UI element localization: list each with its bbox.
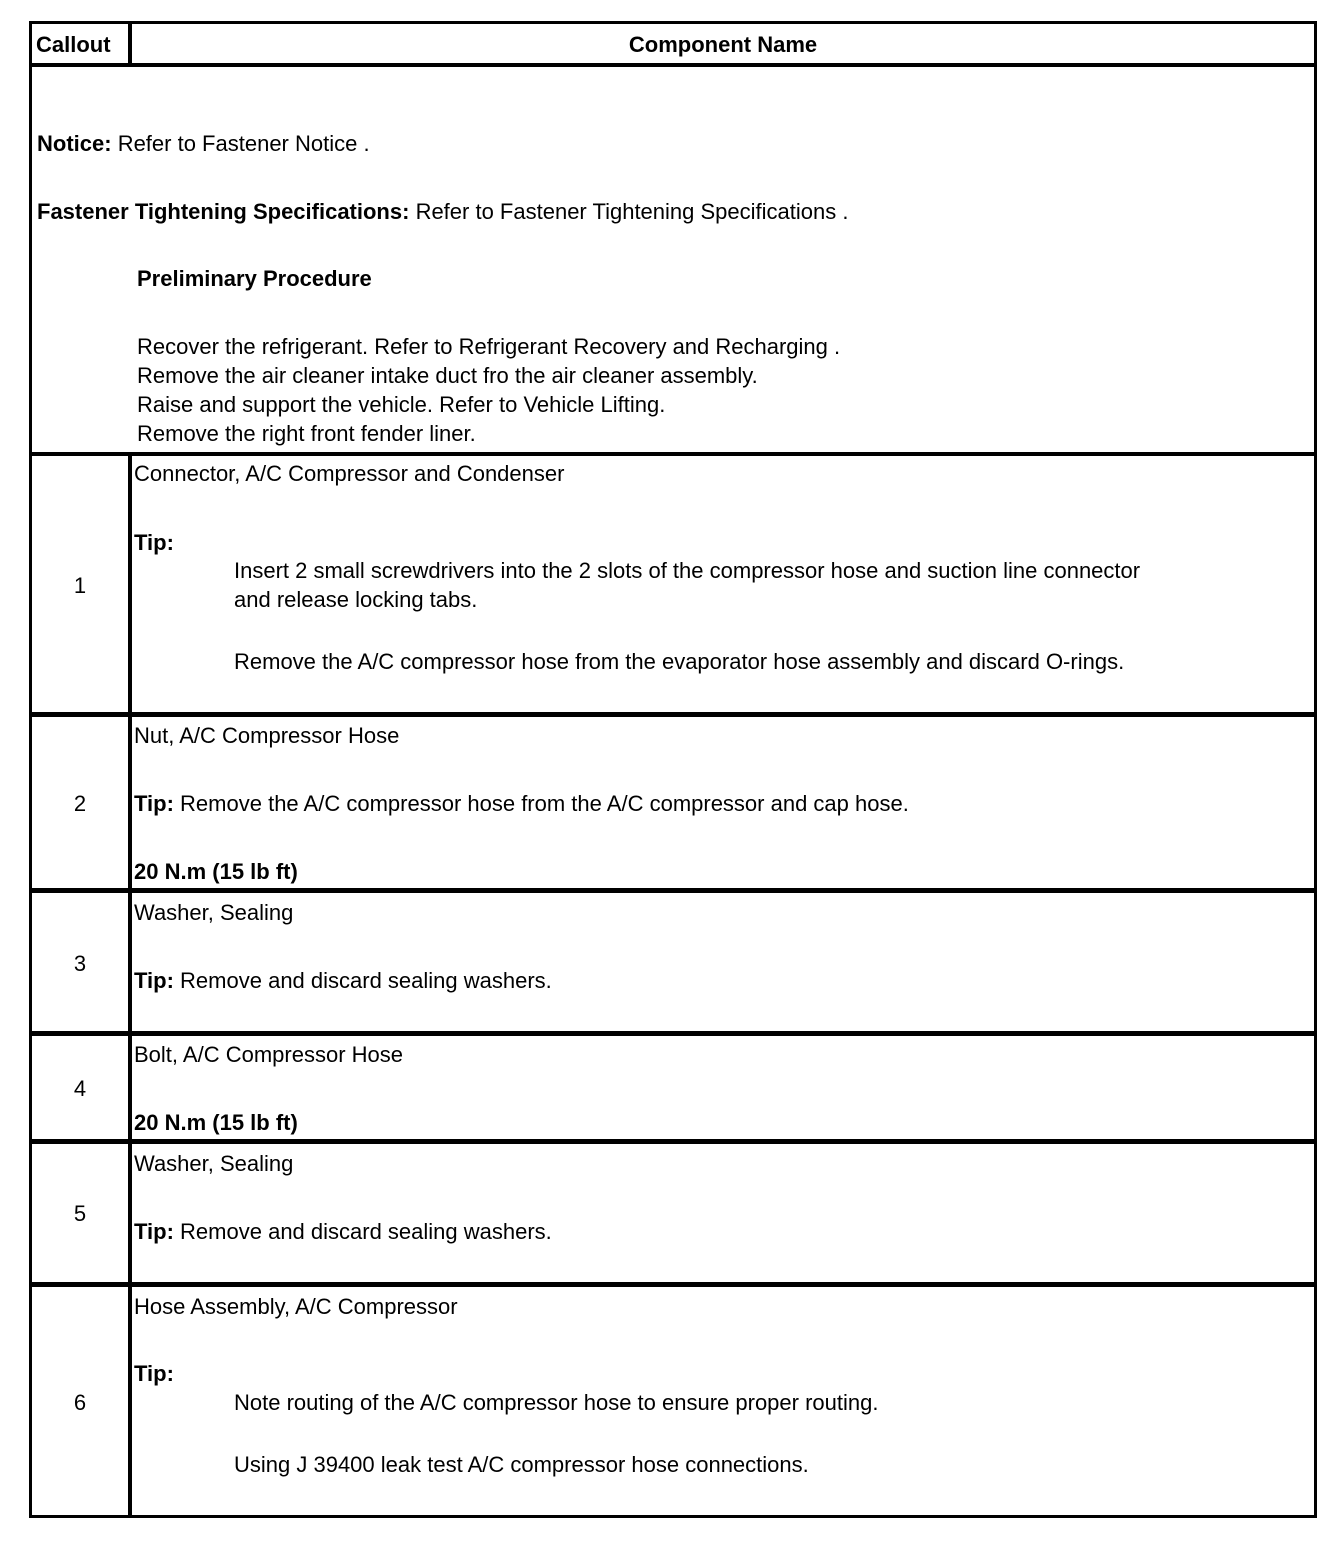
tip-label: Tip: — [134, 1361, 174, 1386]
tip-line — [134, 791, 909, 817]
column-divider — [128, 452, 132, 1518]
preliminary-step: Remove the air cleaner intake duct fro the air cleaner assembly. — [137, 363, 758, 388]
tip-text: Remove the A/C compressor hose from the evaporator hose assembly and discard O-rings. — [234, 649, 1125, 674]
callout-number: 1 — [73, 573, 87, 598]
tip-line — [134, 1219, 552, 1245]
row-divider — [32, 1282, 1314, 1287]
row-divider — [32, 1139, 1314, 1144]
tip-label: Tip: — [134, 791, 174, 816]
component-table — [29, 21, 1317, 1518]
header-component-name: Component Name — [628, 32, 818, 57]
header-callout: Callout — [36, 32, 111, 57]
tip-text: Using J 39400 leak test A/C compressor hose connections. — [234, 1452, 809, 1477]
tip-text: Remove the A/C compressor hose from the A/C compressor and cap hose. — [180, 791, 909, 816]
tip-label: Tip: — [134, 1219, 174, 1244]
tip-text: Remove and discard sealing washers. — [180, 1219, 552, 1244]
fastener-text: Refer to Fastener Tightening Specifications . — [415, 199, 849, 224]
tip-text: Note routing of the A/C compressor hose to ensure proper routing. — [234, 1390, 879, 1415]
torque-spec: 20 N.m (15 lb ft) — [134, 859, 298, 884]
row-divider — [32, 63, 1314, 67]
callout-number: 6 — [73, 1390, 87, 1415]
component-name: Connector, A/C Compressor and Condenser — [134, 461, 565, 486]
preliminary-step: Recover the refrigerant. Refer to Refrigerant Recovery and Recharging . — [137, 334, 841, 359]
notice-line — [37, 131, 370, 157]
fastener-line — [37, 199, 848, 225]
component-name: Bolt, A/C Compressor Hose — [134, 1042, 403, 1067]
component-name: Washer, Sealing — [134, 900, 294, 925]
callout-number: 4 — [73, 1076, 87, 1101]
component-name: Hose Assembly, A/C Compressor — [134, 1294, 458, 1319]
tip-text: and release locking tabs. — [234, 587, 478, 612]
callout-number: 5 — [73, 1201, 87, 1226]
notice-text: Refer to Fastener Notice . — [117, 131, 370, 156]
preliminary-step: Remove the right front fender liner. — [137, 421, 476, 446]
row-divider — [32, 888, 1314, 893]
component-name: Nut, A/C Compressor Hose — [134, 723, 400, 748]
component-name: Washer, Sealing — [134, 1151, 294, 1176]
callout-number: 2 — [73, 791, 87, 816]
preliminary-title: Preliminary Procedure — [137, 266, 372, 291]
tip-label: Tip: — [134, 530, 174, 555]
notice-label: Notice: — [37, 131, 112, 156]
callout-number: 3 — [73, 951, 87, 976]
tip-line — [134, 968, 552, 994]
fastener-label: Fastener Tightening Specifications: — [37, 199, 410, 224]
row-divider — [32, 1031, 1314, 1036]
tip-label: Tip: — [134, 968, 174, 993]
tip-text: Insert 2 small screwdrivers into the 2 slots of the compressor hose and suction line connector — [234, 558, 1141, 583]
row-divider — [32, 452, 1314, 456]
row-divider — [32, 712, 1314, 717]
preliminary-step: Raise and support the vehicle. Refer to Vehicle Lifting. — [137, 392, 666, 417]
tip-text: Remove and discard sealing washers. — [180, 968, 552, 993]
torque-spec: 20 N.m (15 lb ft) — [134, 1110, 298, 1135]
